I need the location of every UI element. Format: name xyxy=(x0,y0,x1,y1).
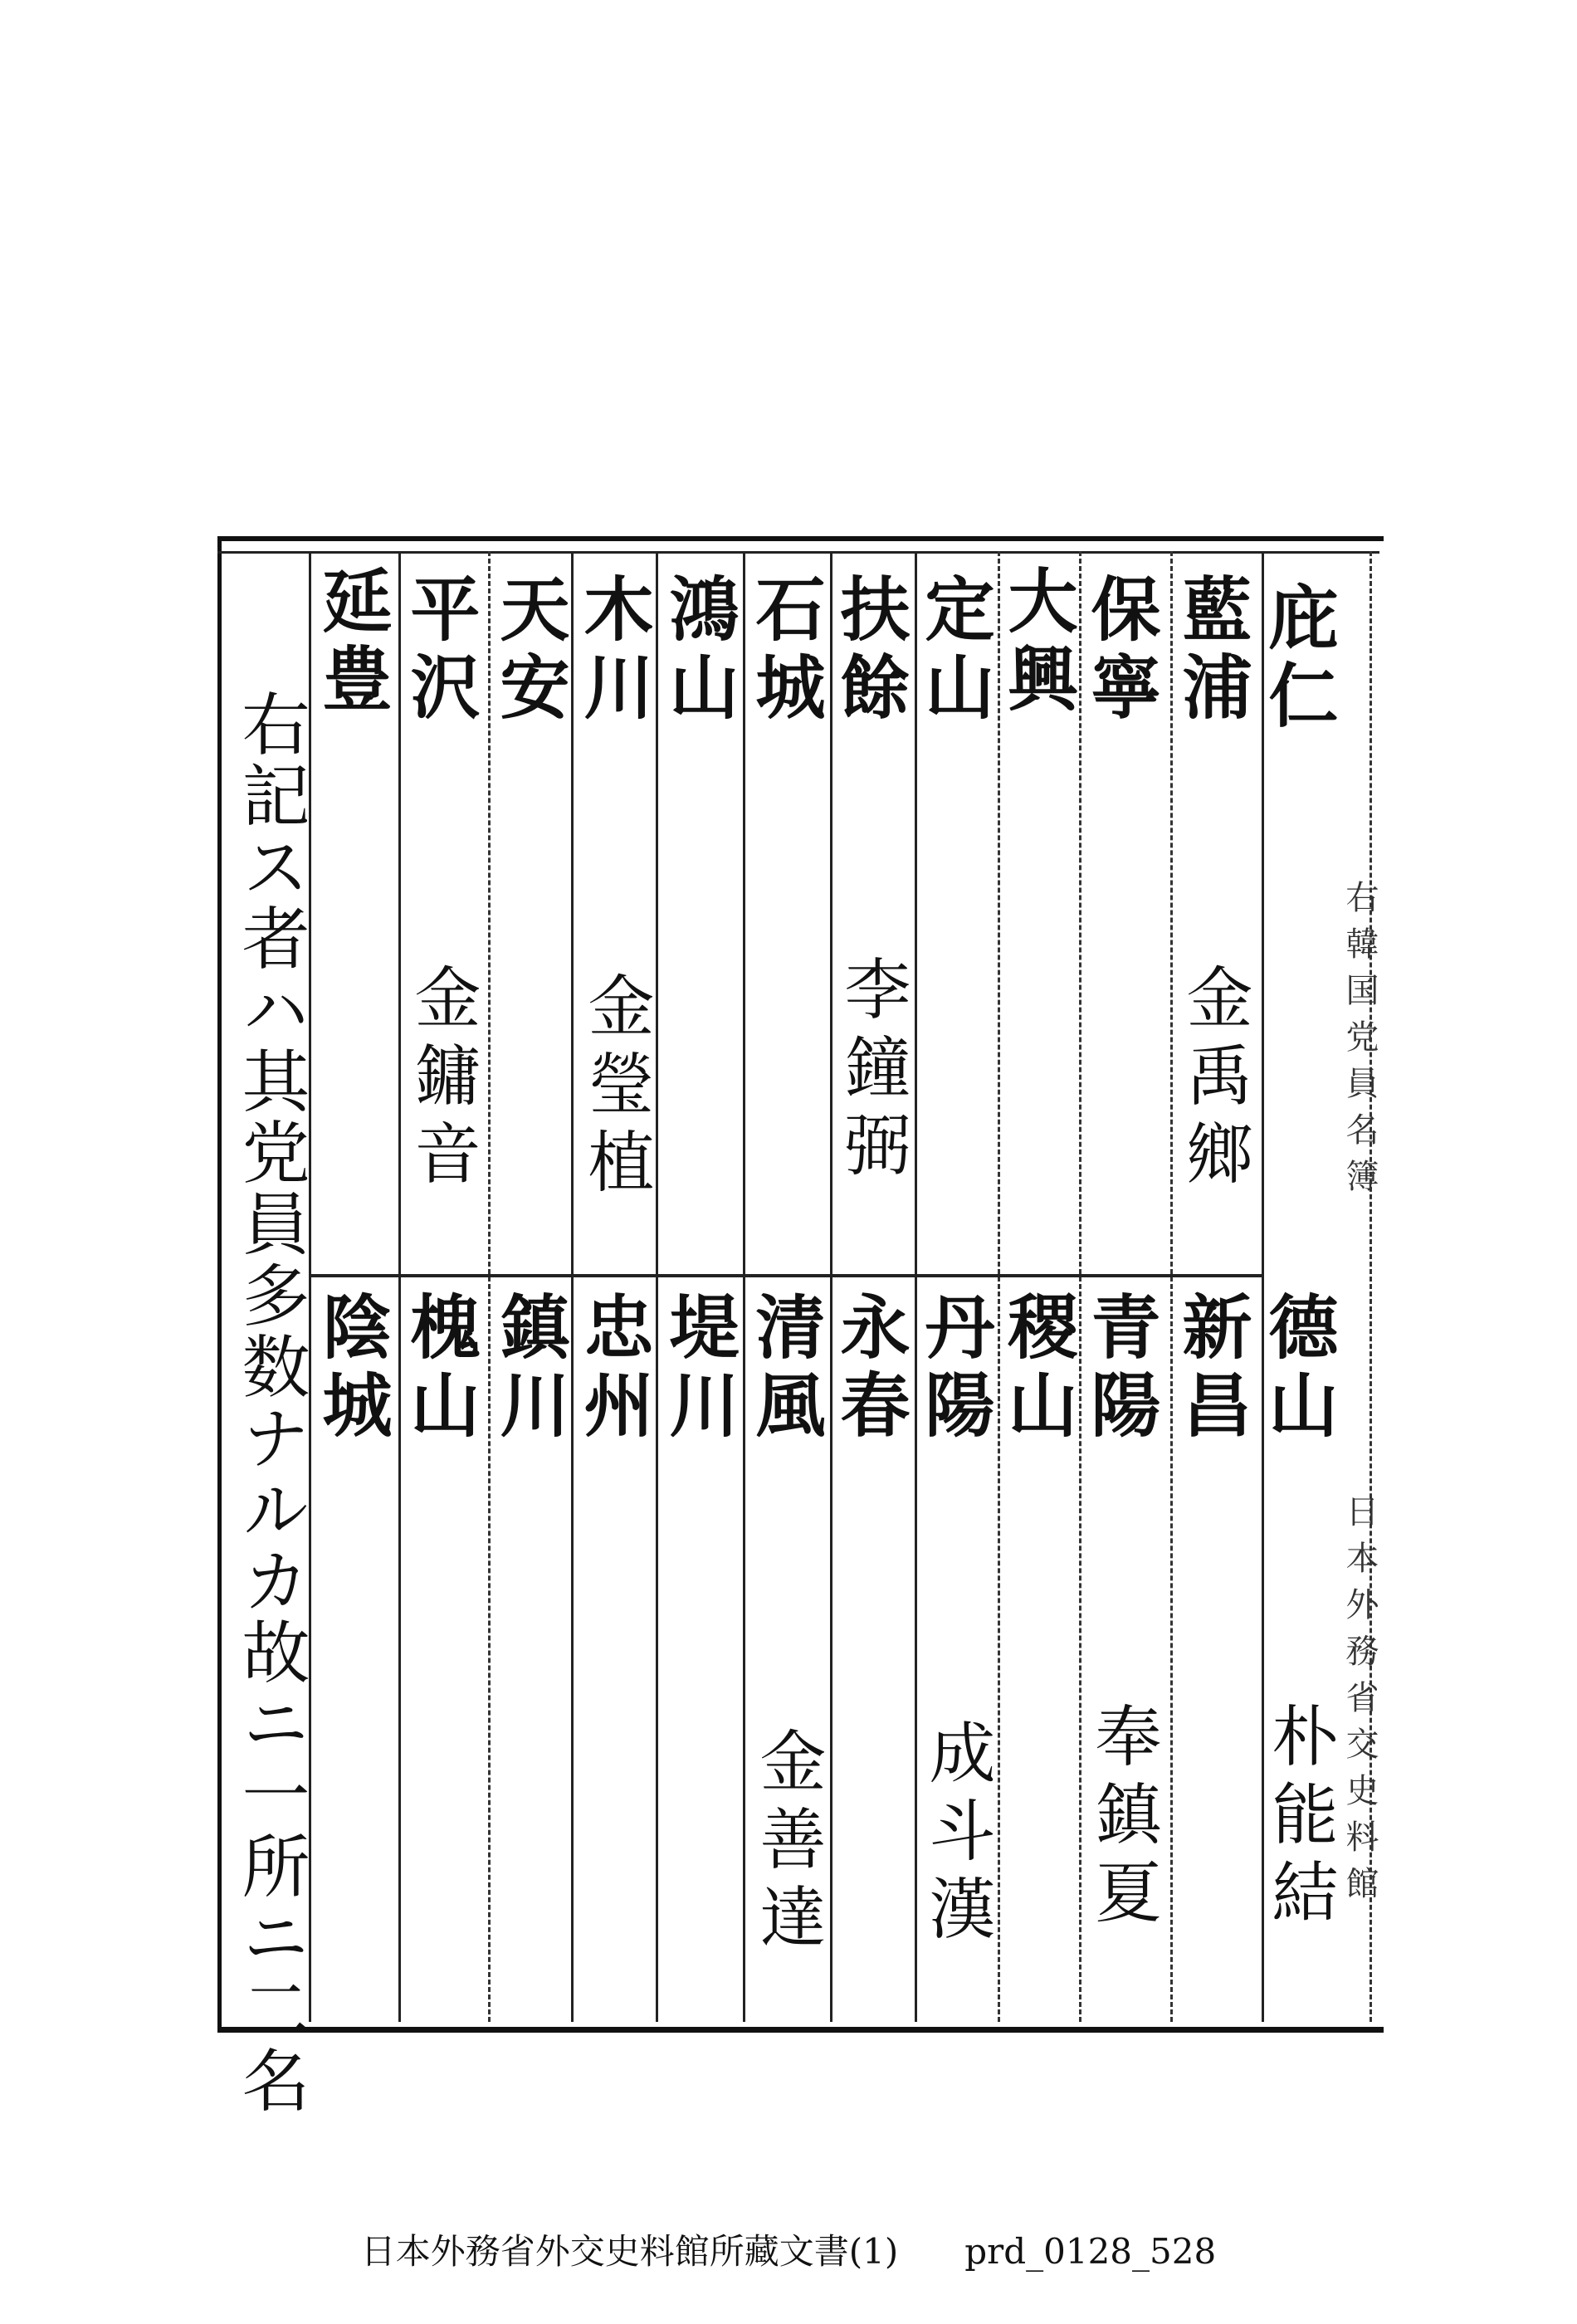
place-top: 木川 xyxy=(573,573,655,729)
place-top: 扶餘 xyxy=(829,573,911,729)
column-divider xyxy=(915,551,917,2022)
margin-text-upper: 右韓国党員名簿 xyxy=(1340,880,1379,1205)
place-bottom: 清風 xyxy=(745,1291,827,1447)
place-bottom: 槐山 xyxy=(399,1291,481,1447)
place-top: 藍浦 xyxy=(1171,573,1253,729)
person-name: 成斗漢 xyxy=(918,1718,995,1952)
person-name: 奉鎮夏 xyxy=(1084,1702,1161,1936)
place-bottom: 丹陽 xyxy=(914,1291,996,1447)
place-top: 庇仁 xyxy=(1257,581,1340,737)
place-top: 定山 xyxy=(914,573,996,729)
place-top: 石城 xyxy=(745,573,827,729)
person-name: 金鏞音 xyxy=(403,963,481,1197)
column-divider xyxy=(398,551,401,2022)
place-bottom: 稷山 xyxy=(997,1291,1079,1447)
person-name: 李鐘弼 xyxy=(833,954,911,1189)
place-bottom: 陰城 xyxy=(311,1291,393,1447)
column-divider xyxy=(998,551,1000,2022)
column-divider xyxy=(488,551,491,2022)
column-divider xyxy=(830,551,832,2022)
person-name: 金禹鄉 xyxy=(1175,963,1252,1197)
column-divider xyxy=(1079,551,1081,2022)
person-name: 朴能結 xyxy=(1261,1702,1338,1936)
place-top: 平沢 xyxy=(399,573,481,729)
collection-label: 日本外務省外交史料館所藏文書(1) xyxy=(360,2231,899,2272)
place-bottom: 德山 xyxy=(1257,1291,1340,1447)
reference-id: prd_0128_528 xyxy=(964,2231,1217,2272)
place-bottom: 新昌 xyxy=(1171,1291,1253,1447)
footer-caption xyxy=(0,2224,1577,2274)
place-top: 大興 xyxy=(997,564,1079,720)
column-divider xyxy=(571,551,574,2022)
column-divider xyxy=(1170,551,1173,2022)
half-divider xyxy=(309,1274,1263,1277)
place-bottom: 永春 xyxy=(829,1291,911,1447)
place-bottom: 堤川 xyxy=(658,1291,740,1447)
person-name: 金瑩植 xyxy=(577,971,654,1205)
place-bottom: 青陽 xyxy=(1080,1291,1162,1447)
place-bottom: 忠州 xyxy=(573,1291,655,1447)
place-bottom: 鎮川 xyxy=(489,1291,571,1447)
person-name: 金善達 xyxy=(749,1726,826,1960)
place-top: 天安 xyxy=(489,573,571,729)
place-top: 延豊 xyxy=(311,564,393,720)
place-top: 保寧 xyxy=(1080,573,1162,729)
column-divider xyxy=(743,551,745,2022)
column-divider xyxy=(656,551,658,2022)
place-top: 鴻山 xyxy=(658,573,740,729)
table-top-rule xyxy=(217,551,1379,554)
left-annotation: 右記ス者ハ其党員多数ナルカ故ニ一所ニ二名 xyxy=(231,689,310,2116)
margin-text-lower: 日本外務省交史料館 xyxy=(1340,1494,1379,1912)
